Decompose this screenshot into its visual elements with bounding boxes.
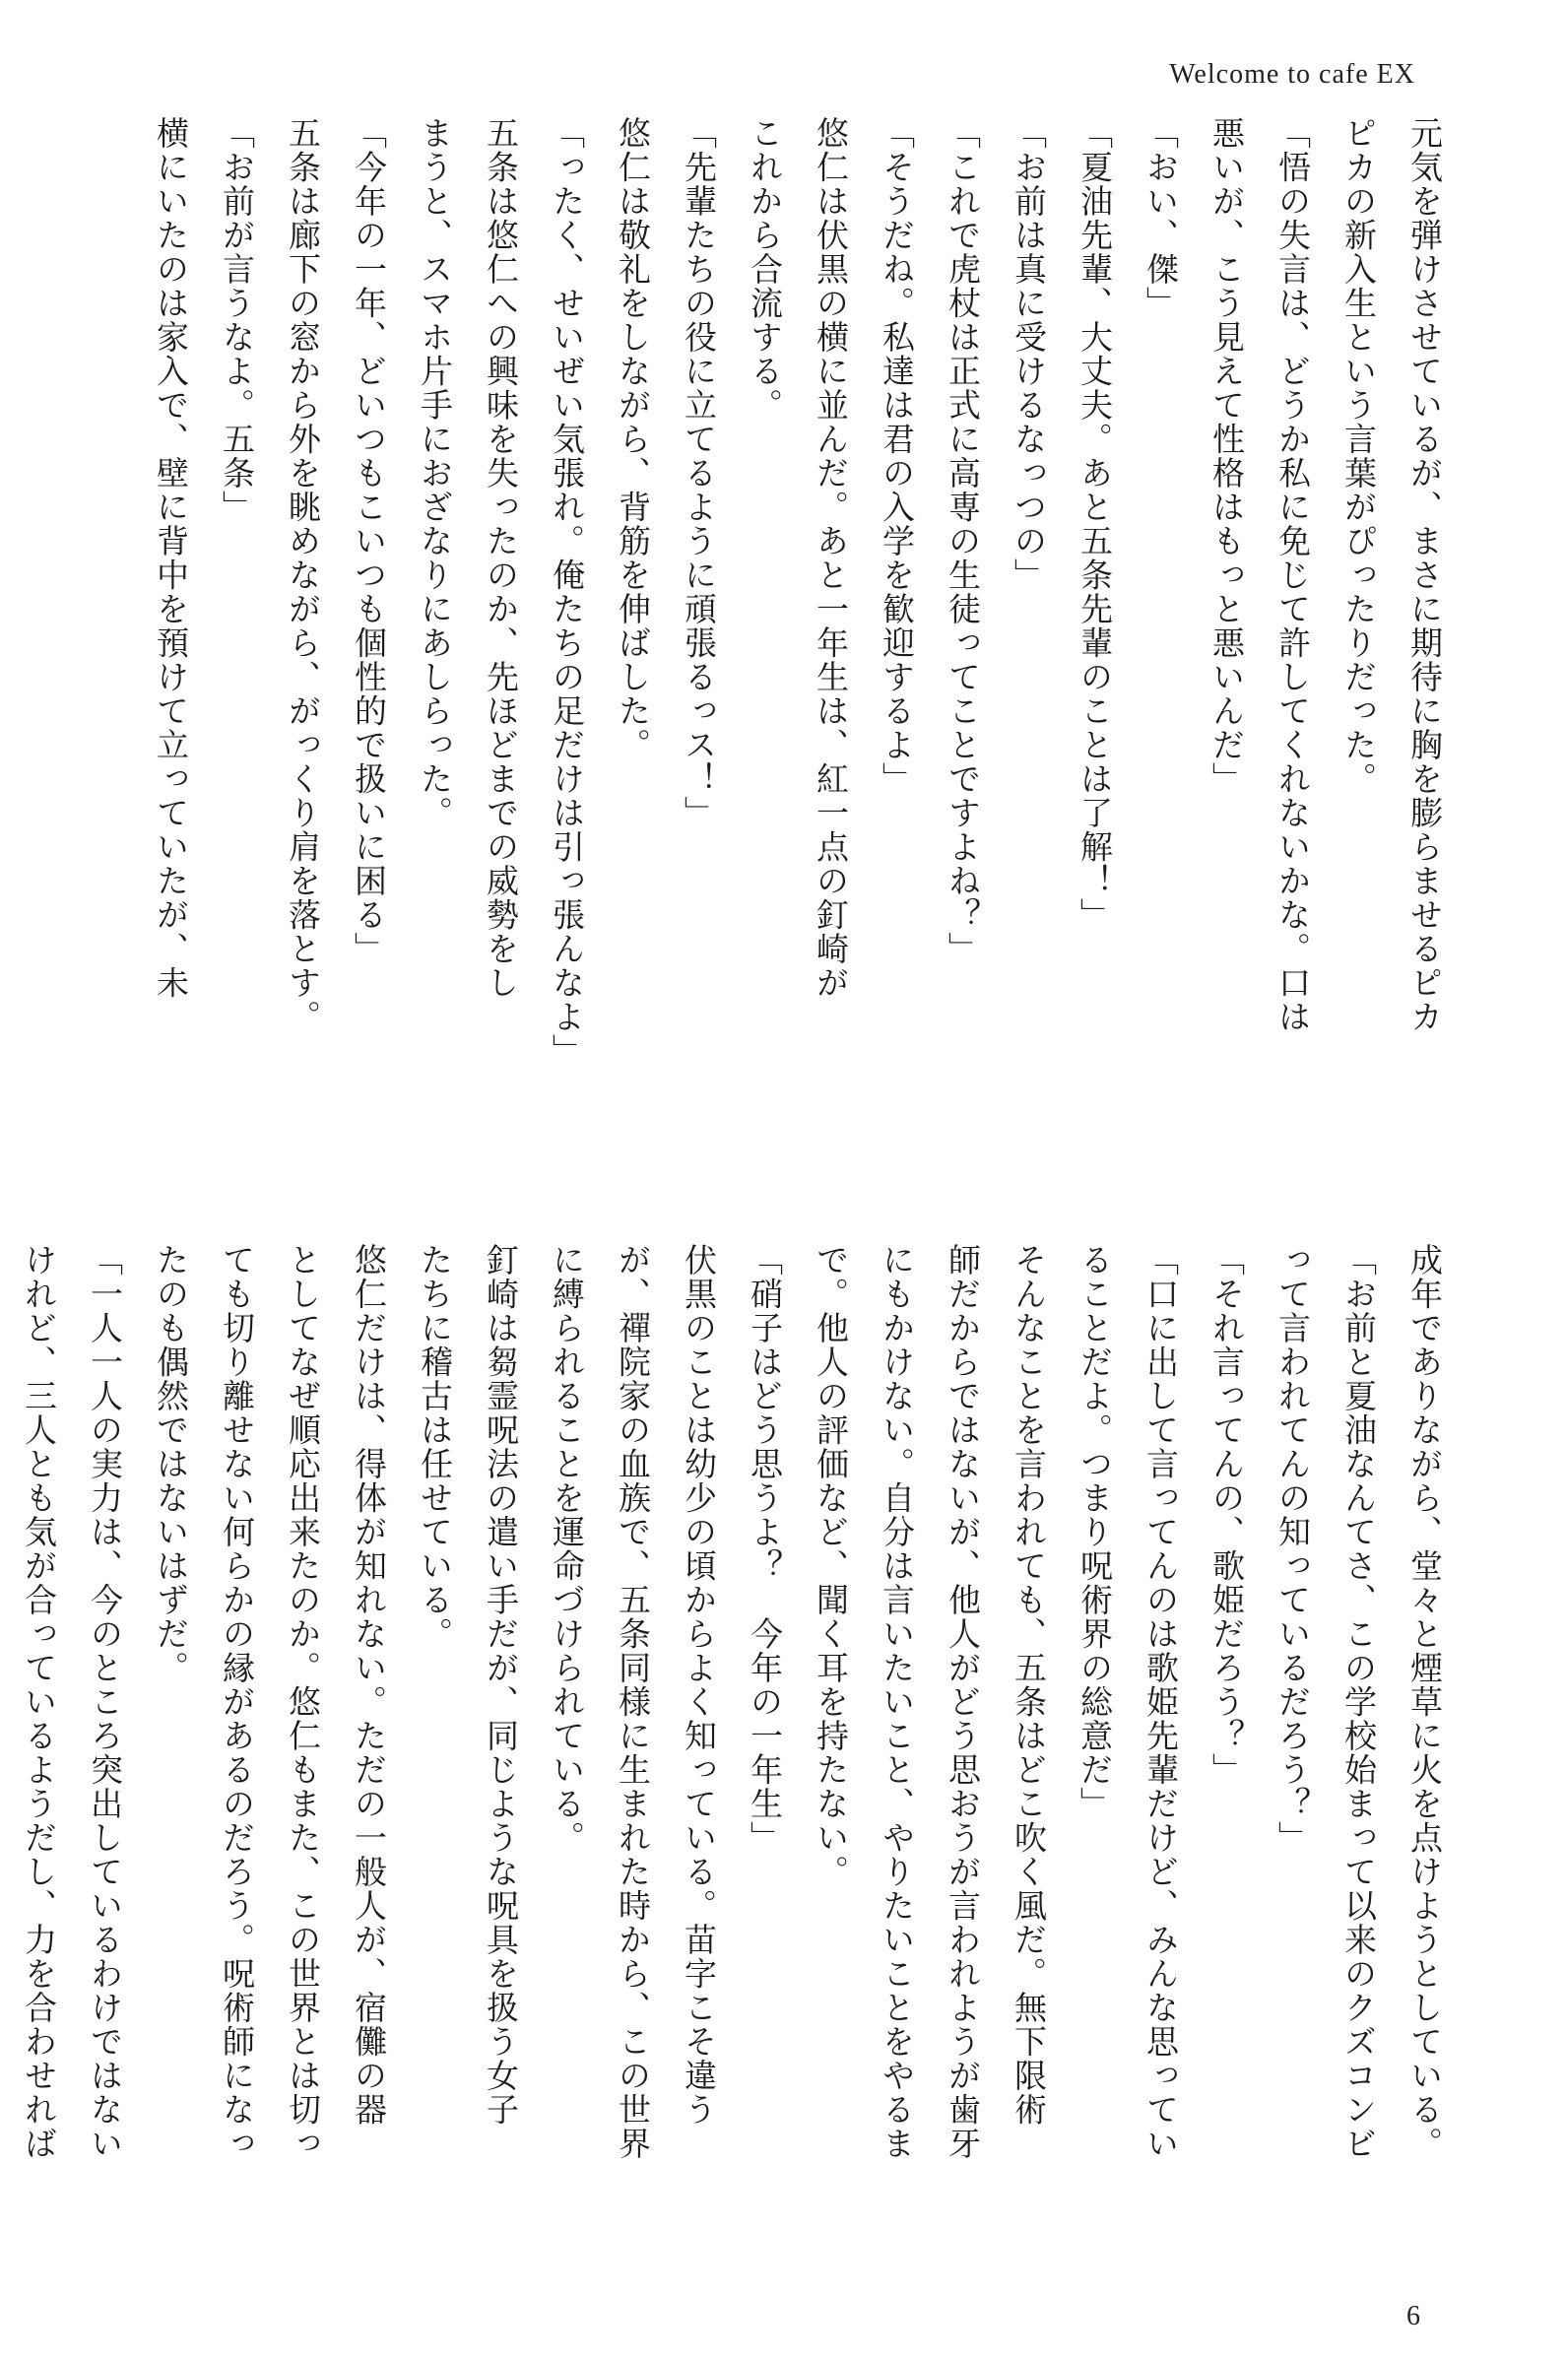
- text-column: 「硝子はどう思うよ？ 今年の一年生」: [746, 1243, 784, 1855]
- text-column: これから合流する。: [746, 116, 784, 423]
- text-column: 悠仁は伏黒の横に並んだ。あと一年生は、紅一点の釘崎が: [812, 116, 850, 1000]
- text-column: ピカの新入生という言葉がぴったりだった。: [1339, 116, 1378, 796]
- text-column: 「悟の失言は、どうか私に免じて許してくれないかな。口は: [1274, 116, 1312, 1034]
- text-column: 「お前と夏油なんてさ、この学校始まって以来のクズコンビ: [1339, 1243, 1378, 2161]
- text-column: たちに稽古は任せている。: [416, 1243, 454, 1651]
- text-column: 「ったく、せいぜい気張れ。俺たちの足だけは引っ張んなよ」: [548, 116, 586, 1068]
- text-column: ることだよ。つまり呪術界の総意だ」: [1076, 1243, 1114, 1821]
- text-column: たのも偶然ではないはずだ。: [152, 1243, 190, 1685]
- lower-text-block: [20, 1243, 1458, 2299]
- text-column: 「一人一人の実力は、今のところ突出しているわけではない: [86, 1243, 124, 2161]
- text-column: 師だからではないが、他人がどう思おうが言われようが歯牙: [944, 1243, 982, 2161]
- text-column: 「これで虎杖は正式に高専の生徒ってことですよね？」: [944, 116, 982, 966]
- text-column: 悠仁だけは、得体が知れない。ただの一般人が、宿儺の器: [350, 1243, 388, 2127]
- text-column: にもかけない。自分は言いたいこと、やりたいことをやるま: [878, 1243, 916, 2161]
- text-column: 横にいたのは家入で、壁に背中を預けて立っていたが、未: [152, 116, 190, 1000]
- text-column: 五条は廊下の窓から外を眺めながら、がっくり肩を落とす。: [284, 116, 322, 1034]
- text-column: けれど、三人とも気が合っているようだし、力を合わせれば: [20, 1243, 58, 2161]
- text-column: 「今年の一年、どいつもこいつも個性的で扱いに困る」: [350, 116, 388, 966]
- text-column: 「口に出して言ってんのは歌姫先輩だけど、みんな思ってい: [1142, 1243, 1180, 2161]
- text-column: としてなぜ順応出来たのか。悠仁もまた、この世界とは切っ: [284, 1243, 322, 2161]
- text-column: 「おい、傑」: [1142, 116, 1180, 320]
- text-column: 「お前は真に受けるなっつの」: [1010, 116, 1048, 592]
- text-column: ても切り離せない何らかの縁があるのだろう。呪術師になっ: [218, 1243, 256, 2161]
- text-column: 「先輩たちの役に立てるように頑張るっス！」: [680, 116, 718, 830]
- text-column: 成年でありながら、堂々と煙草に火を点けようとしている。: [1405, 1243, 1444, 2161]
- text-column: そんなことを言われても、五条はどこ吹く風だ。無下限術: [1010, 1243, 1048, 2127]
- text-column: 元気を弾けさせているが、まさに期待に胸を膨らませるピカ: [1405, 116, 1444, 1034]
- running-head: Welcome to cafe EX: [1169, 59, 1415, 90]
- text-column: が、禪院家の血族で、五条同様に生まれた時から、この世界: [614, 1243, 652, 2161]
- upper-text-block: [94, 116, 1458, 1172]
- text-column: 伏黒のことは幼少の頃からよく知っている。苗字こそ違う: [680, 1243, 718, 2127]
- text-column: に縛られることを運命づけられている。: [548, 1243, 586, 1855]
- text-column: 釘崎は芻霊呪法の遣い手だが、同じような呪具を扱う女子: [482, 1243, 520, 2127]
- text-column: 悪いが、こう見えて性格はもっと悪いんだ」: [1208, 116, 1246, 796]
- text-column: って言われてんの知っているだろう？」: [1274, 1243, 1312, 1855]
- text-column: まうと、スマホ片手におざなりにあしらった。: [416, 116, 454, 830]
- text-column: 「それ言ってんの、歌姫だろう？」: [1208, 1243, 1246, 1787]
- text-column: 「お前が言うなよ。五条」: [218, 116, 256, 524]
- text-column: で。他人の評価など、聞く耳を持たない。: [812, 1243, 850, 1889]
- text-column: 「そうだね。私達は君の入学を歓迎するよ」: [878, 116, 916, 796]
- text-column: 五条は悠仁への興味を失ったのか、先ほどまでの威勢をし: [482, 116, 520, 1000]
- page-number: 6: [1406, 2301, 1420, 2331]
- text-column: 「夏油先輩、大丈夫。あと五条先輩のことは了解！」: [1076, 116, 1114, 932]
- text-column: 悠仁は敬礼をしながら、背筋を伸ばした。: [614, 116, 652, 762]
